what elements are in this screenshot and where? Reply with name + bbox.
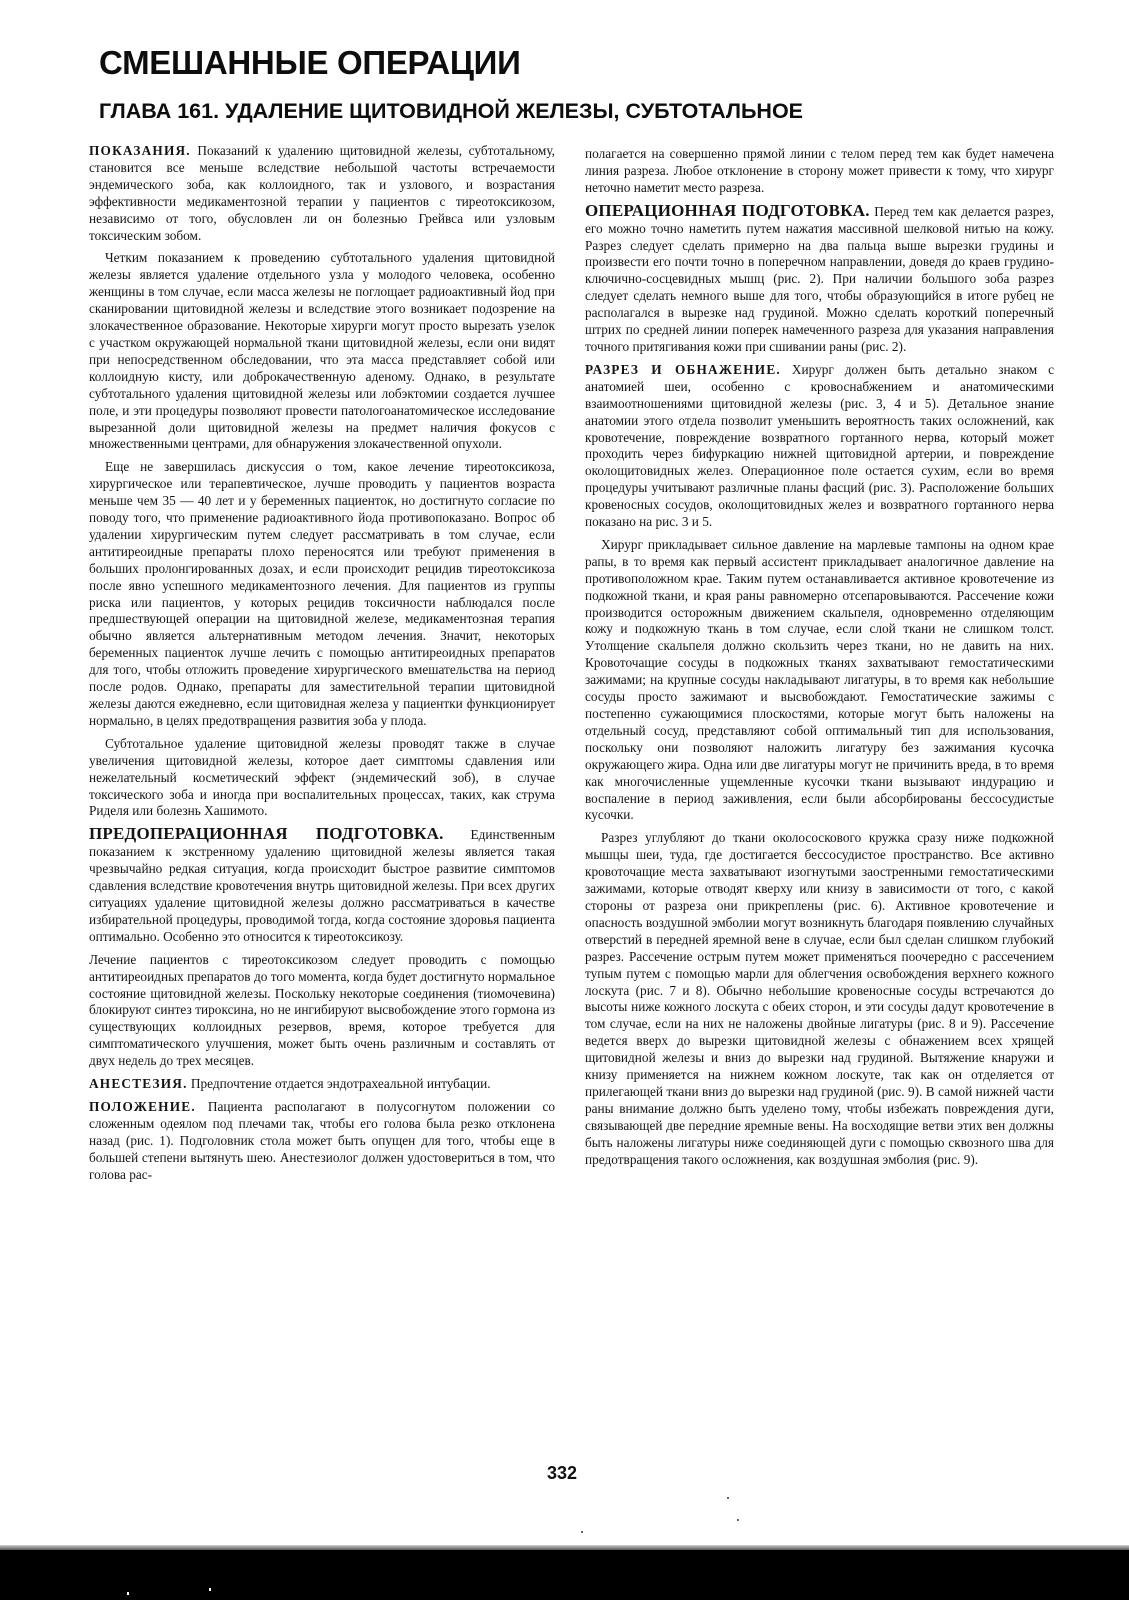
text-incision: Хирург должен быть детально знаком с анатомией шеи, особенно с кровоснабжением и анатомическими взаимоотношениями щитовидной железы (рис. 3, 4 и 5). Детальное знание анатомии этого отдела позволит уменьшить вероятность таких осложнений, как кровотечение, повреждение возвратного гортанного нерва, который может проходить через бифуркацию нижней щитовидной артерии, и повреждение околощитовидных желез. Операционное поле остается сухим, если во время процедуры учитывают различные планы фасций (рис. 3). Расположение больших кровеносных сосудов, околощитовидных желез и возвратного гортанного нерва показано на рис. 3 и 5.: [585, 361, 1054, 530]
paragraph-anesthesia: [89, 1076, 555, 1093]
text-anesthesia: Предпочтение отдается эндотрахеальной интубации.: [187, 1076, 491, 1092]
heading-incision: РАЗРЕЗ И ОБНАЖЕНИЕ.: [585, 361, 781, 377]
paragraph-preop-2: Лечение пациентов с тиреотоксикозом следует проводить с помощью антитиреоидных препаратов до того момента, когда будет достигнуто нормальное состояние щитовидной железы. Поскольку некоторые соединения (тиомочевина) блокируют синтез тироксина, но не ингибируют высвобождение этого гормона из существующих коллоидных резервов, время, которое требуется для симптоматического улучшения, может быть очень различным и составлять от двух недель до трех месяцев.: [89, 951, 555, 1069]
page-number: 332: [547, 1463, 578, 1483]
paragraph-incision-3: Разрез углубляют до ткани околососкового кружка сразу ниже подкожной мышцы шеи, туда, где достигается бессосудистое пространство. Все активно кровоточащие места захватывают изогнутыми заостренными гемостатическими зажимами, которые отводят кверху или книзу в зависимости от того, с какой стороны от разреза они прикреплены (рис. 6). Активное кровотечение и опасность воздушной эмболии могут возникнуть благодаря появлению случайных отверстий в передней яремной вене в случае, если был сделан слишком глубокий разрез. Рассечение острым путем может применяться поочередно с рассечением тупым путем с помощью марли для облегчения освобождения верхнего кожного лоскута (рис. 7 и 8). Обычно небольшие кровеносные сосуды встречаются до высоты ниже кожного лоскута с обеих сторон, и эти сосуды дадут кровотечение в том случае, если на них не наложены двойные лигатуры (рис. 8 и 9). Рассечение ведется вверх до вырезки щитовидной железы с обнажением всех хрящей щитовидной железы и вниз до вырезки над грудиной. Вытяжение кнаружи и книзу применяется на нижнем кожном лоскуте, так как он отделяется от прилегающей ткани вниз до вырезки над грудиной (рис. 9). В самой нижней части раны внимание должно быть уделено тому, чтобы избежать повреждения дуги, связывающей две передние яремные вены. На восходящие ветви этих вен должны быть наложены лигатуры ниже соединяющей дуги с помощью сквозного шва для предотвращения такого осложнения, как воздушная эмболия (рис. 9).: [585, 830, 1054, 1167]
scan-speck: [127, 1592, 129, 1595]
heading-preop: ПРЕДОПЕРАЦИОННАЯ ПОДГОТОВКА.: [89, 824, 444, 844]
scan-speck: [209, 1588, 211, 1591]
scan-speck: [581, 1531, 583, 1533]
scan-speck: [737, 1519, 739, 1521]
heading-op-prep: ОПЕРАЦИОННАЯ ПОДГОТОВКА.: [585, 200, 870, 220]
paragraph-preop: [89, 826, 555, 945]
section-title: СМЕШАННЫЕ ОПЕРАЦИИ: [99, 44, 521, 81]
heading-position: ПОЛОЖЕНИЕ.: [89, 1098, 196, 1114]
paragraph-indications: [89, 143, 555, 244]
paragraph-op-prep: [585, 200, 1055, 356]
chapter-title: ГЛАВА 161. УДАЛЕНИЕ ЩИТОВИДНОЙ ЖЕЛЕЗЫ, СУБТОТАЛЬНОЕ: [99, 99, 804, 123]
right-column: [585, 146, 1054, 1174]
text-preop: Единственным показанием к экстренному удалению щитовидной железы является такая чрезвычайно редкая ситуация, когда происходит быстрое развитие симптомов сдавления вследствие кровотечения внутрь щитовидной железы. При всех других ситуациях удаление щитовидной железы должно рассматриваться в качестве избирательной процедуры, проводимой тогда, когда состояние здоровья пациента оптимально. Особенно это относится к тиреотоксикозу.: [89, 827, 555, 944]
paragraph-indications-4: Субтотальное удаление щитовидной железы проводят также в случае увеличения щитовидной железы, которое дает симптомы сдавления или нежелательный косметический эффект (эндемический зоб), в случае токсического зоба и иногда при воспалительных процессах, таких, как струма Риделя или болезнь Хашимото.: [89, 735, 555, 819]
text-position: Пациента располагают в полусогнутом положении со сложенным одеялом под плечами так, чтобы его голова была резко отклонена назад (рис. 1). Подголовник стола может быть опущен для того, чтобы еще в большей степени вытянуть шею. Анестезиолог должен удостовериться в том, что голова рас-: [89, 1098, 555, 1182]
paragraph-position-cont: полагается на совершенно прямой линии с телом перед тем как будет намечена линия разреза. Любое отклонение в сторону может привести к тому, что хирург неточно наметит место разреза.: [585, 146, 1054, 195]
heading-indications: ПОКАЗАНИЯ.: [89, 143, 191, 158]
paragraph-incision: [585, 362, 1054, 531]
scan-speck: [727, 1497, 729, 1499]
text-op-prep: Перед тем как делается разрез, его можно точно наметить путем нажатия массивной шелковой нитью на кожу. Разрез следует сделать примерно на два пальца выше вырезки грудины и произвести его почти точно в поперечном направлении, доведя до краев грудино-ключично-сосцевидных мышц (рис. 2). При наличии большого зоба разрез следует сделать немного выше для того, чтобы образующийся в итоге рубец не располагался в вырезке над грудиной. Можно сделать короткий поперечный штрих по средней линии поперек намеченного разреза для указания направления точного притягивания кожи при сшивании раны (рис. 2).: [585, 203, 1055, 354]
scan-border: [0, 1550, 1129, 1600]
text-indications: Показаний к удалению щитовидной железы, субтотальному, становится все меньше вследствие небольшой частоты встречаемости эндемического зоба, как коллоидного, так и узлового, и возрастания эффективности медикаментозной терапии у пациентов с тиреотоксикозом, независимо от того, обусловлен ли он болезнью Грейвса или узловым токсическим зобом.: [89, 143, 555, 243]
heading-anesthesia: АНЕСТЕЗИЯ.: [89, 1076, 188, 1092]
paragraph-indications-3: Еще не завершилась дискуссия о том, какое лечение тиреотоксикоза, хирургическое или терапевтическое, лучше проводить у пациентов возраста меньше чем 35 — 40 лет и у беременных пациенток, но достигнуто согласие по поводу того, что применение радиоактивного йода противопоказано. Вопрос об удалении хирургическим путем следует рассматривать в том случае, если антитиреоидные препараты плохо переносятся или требуют применения в больших пролонгированных дозах, и если происходит рецидив тиреотоксикоза после явно успешного медикаментозного лечения. Для пациентов из группы риска или пациентов, у которых рецидив токсичности наблюдался после предшествующей операции на щитовидной железе, медикаментозная терапия обычно является альтернативным методом лечения. Значит, некоторых беременных пациенток лучше лечить с помощью антитиреоидных препаратов для того, чтобы отложить проведение хирургического вмешательства на период после родов. Однако, препараты для заместительной терапии щитовидной железы даются ежедневно, если щитовидная железа у пациентки функционирует нормально, в целях предотвращения развития зоба у плода.: [89, 459, 555, 728]
paragraph-incision-2: Хирург прикладывает сильное давление на марлевые тампоны на одном крае рапы, в то время как первый ассистент прикладывает аналогичное давление на противоположном крае. Таким путем останавливается активное кровотечение из подкожной ткани, и края раны равномерно отсепаровываются. Рассечение кожи производится осторожным движением скальпеля, одновременно отделяющим кожу и подкожную ткань в том случае, если слой ткани не слишком толст. Утолщение скальпеля должно скользить через ткани, но не давить на них. Кровоточащие сосуды в подкожных тканях захватывают гемостатическими зажимами; на крупные сосуды накладывают лигатуры, в то время как небольшие сосуды просто зажимают и высвобождают. Гемостатические зажимы с постепенно сужающимися плоскостями, которые могут быть наложены на отдельный сосуд, представляют собой оптимальный тип для использования, поскольку они позволяют наложить лигатуру без зажимания кусочка окружающего жира. Одна или две лигатуры могут не причинить вреда, в то время как многочисленные ущемленные кусочки ткани вызывают индурацию и воспаление в период заживления, если были абсорбированы бессосудистые кусочки.: [585, 536, 1054, 823]
paragraph-position: [89, 1099, 555, 1184]
left-column: [89, 143, 555, 1189]
paragraph-indications-2: Четким показанием к проведению субтотального удаления щитовидной железы является удаление отдельного узла у молодого человека, особенно женщины в том случае, если масса железы не поглощает радиоактивный йод при сканировании щитовидной железы и вследствие этого возникает подозрение на злокачественное образование. Некоторые хирурги могут просто вырезать узелок с участком окружающей нормальной ткани щитовидной железы, если они видят при непосредственном обследовании, что эта масса представляет собой или коллоидную кисту, или доброкачественную аденому. Однако, в результате субтотального удаления щитовидной железы или лобэктомии создается лучшее поле, и эти процедуры позволяют провести патологоанатомическое исследование вырезанной доли щитовидной железы на предмет наличия фокусов с множественными центрами, для обнаружения злокачественной опухоли.: [89, 250, 555, 452]
